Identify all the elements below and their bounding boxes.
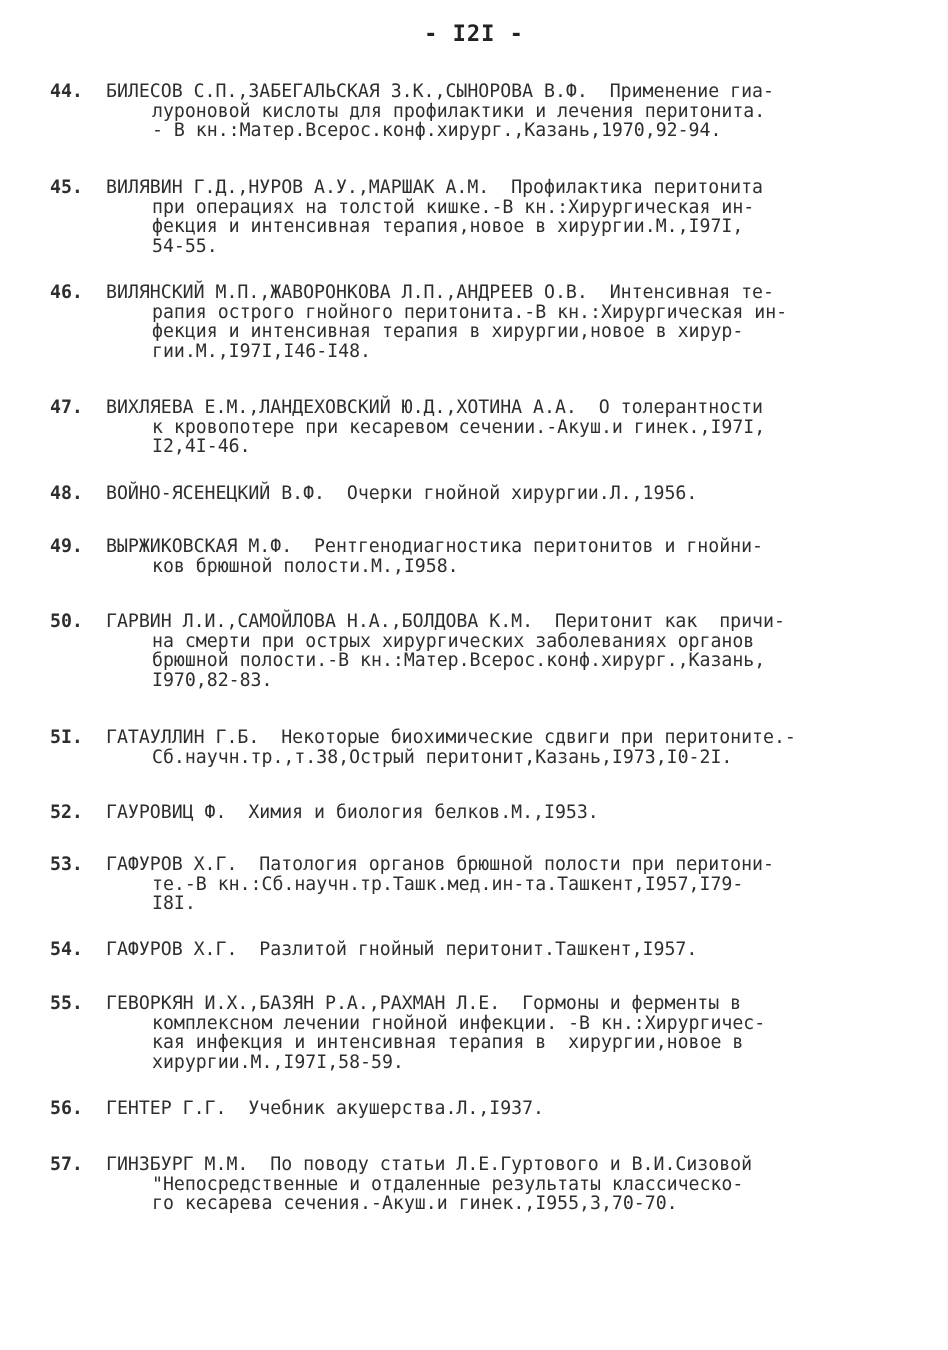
entry-number: 57. [50, 1154, 83, 1175]
bibliography-entry [50, 994, 910, 1072]
entry-number: 45. [50, 177, 83, 198]
entry-first-line [50, 398, 910, 418]
entry-continuation-line: го кесарева сечения.-Акуш.и гинек.,I955,3,70-70. [152, 1193, 678, 1214]
entry-text: ВИЛЯВИН Г.Д.,НУРОВ А.У.,МАРШАК А.М. Профилактика перитонита [106, 177, 763, 198]
entry-first-line [50, 1099, 910, 1119]
page-number: - I2I - [424, 22, 524, 47]
entry-number: 48. [50, 483, 83, 504]
bibliography-entry [50, 1099, 910, 1119]
bibliography-entry [50, 940, 910, 960]
entry-continuation-line: I8I. [152, 893, 196, 914]
entry-continuation-line: брюшной полости.-В кн.:Матер.Всерос.конф.хирург.,Казань, [152, 650, 766, 671]
entry-text: ГАФУРОВ Х.Г. Разлитой гнойный перитонит.Ташкент,I957. [106, 939, 698, 960]
bibliography-entry [50, 398, 910, 457]
entry-first-line [50, 994, 910, 1014]
entry-continuation-line: - В кн.:Матер.Всерос.конф.хирург.,Казань,1970,92-94. [152, 120, 722, 141]
entry-continuation-line: рапия острого гнойного перитонита.-В кн.:Хирургическая ин- [152, 301, 788, 323]
entry-number: 5I. [50, 727, 83, 748]
entry-text: ГАРВИН Л.И.,САМОЙЛОВА Н.А.,БОЛДОВА К.М. Перитонит как причи- [106, 611, 785, 632]
entry-number: 54. [50, 939, 83, 960]
entry-first-line [50, 537, 910, 557]
bibliography-entry [50, 178, 910, 256]
entry-text: ГАФУРОВ Х.Г. Патология органов брюшной полости при перитони- [106, 854, 774, 875]
entry-number: 56. [50, 1098, 83, 1119]
bibliography-entry [50, 537, 910, 576]
bibliography-entry [50, 283, 910, 361]
entry-number: 44. [50, 81, 83, 102]
entry-continuation-line: луроновой кислоты для профилактики и лечения перитонита. [152, 100, 766, 122]
bibliography-entry [50, 82, 910, 141]
entry-number: 55. [50, 993, 83, 1014]
entry-first-line [50, 612, 910, 632]
entry-first-line [50, 940, 910, 960]
entry-first-line [50, 803, 910, 823]
entry-first-line [50, 178, 910, 198]
entry-first-line [50, 728, 910, 748]
entry-number: 47. [50, 397, 83, 418]
entry-continuation-line: те.-В кн.:Сб.научн.тр.Ташк.мед.ин-та.Ташкент,I957,I79- [152, 873, 744, 895]
bibliography-entry [50, 803, 910, 823]
entry-continuation-line: Сб.научн.тр.,т.38,Острый перитонит,Казань,I973,I0-2I. [152, 746, 733, 768]
entry-continuation-line: 54-55. [152, 235, 218, 257]
entry-first-line [50, 1155, 910, 1175]
entry-continuation-line: I970,82-83. [152, 669, 273, 691]
bibliography-entry [50, 855, 910, 914]
bibliography-entry [50, 484, 910, 504]
entry-first-line [50, 855, 910, 875]
entry-continuation-line: гии.М.,I97I,I46-I48. [152, 340, 371, 362]
bibliography-entry [50, 1155, 910, 1214]
entry-continuation-line: на смерти при острых хирургических заболеваниях органов [152, 630, 755, 652]
entry-text: ВИХЛЯЕВА Е.М.,ЛАНДЕХОВСКИЙ Ю.Д.,ХОТИНА А.А. О толерантности [106, 397, 763, 418]
entry-number: 53. [50, 854, 83, 875]
entry-continuation-line: при операциях на толстой кишке.-В кн.:Хирургическая ин- [152, 196, 755, 218]
entry-number: 46. [50, 282, 83, 303]
entry-text: БИЛЕСОВ С.П.,ЗАБЕГАЛЬСКАЯ З.К.,СЫНОРОВА В.Ф. Применение гиа- [106, 81, 774, 102]
entry-number: 50. [50, 611, 83, 632]
entry-first-line [50, 82, 910, 102]
entry-continuation-line: к кровопотере при кесаревом сечении.-Акуш.и гинек.,I97I, [152, 416, 766, 438]
entry-text: ВОЙНО-ЯСЕНЕЦКИЙ В.Ф. Очерки гнойной хирургии.Л.,1956. [106, 483, 698, 504]
entry-first-line [50, 484, 910, 504]
bibliography-entry [50, 728, 910, 767]
entry-continuation-line: комплексном лечении гнойной инфекции. -В кн.:Хирургичес- [152, 1012, 766, 1034]
entry-continuation-line: фекция и интенсивная терапия в хирургии,новое в хирур- [152, 321, 744, 342]
entry-text: ГАТАУЛЛИН Г.Б. Некоторые биохимические сдвиги при перитоните.- [106, 727, 796, 748]
entry-text: ВЫРЖИКОВСКАЯ М.Ф. Рентгенодиагностика перитонитов и гнойни- [106, 536, 763, 557]
entry-continuation-line: ков брюшной полости.М.,I958. [152, 555, 459, 577]
bibliography-entry [50, 612, 910, 690]
entry-continuation-line: хирургии.М.,I97I,58-59. [152, 1051, 404, 1073]
entry-text: ГИНЗБУРГ М.М. По поводу статьи Л.Е.Гуртового и В.И.Сизовой [106, 1154, 753, 1175]
entry-number: 49. [50, 536, 83, 557]
entry-number: 52. [50, 802, 83, 823]
entry-text: ВИЛЯНСКИЙ М.П.,ЖАВОРОНКОВА Л.П.,АНДРЕЕВ О.В. Интенсивная те- [106, 282, 774, 303]
entry-text: ГАУРОВИЦ Ф. Химия и биология белков.М.,I953. [106, 802, 599, 823]
entry-first-line [50, 283, 910, 303]
entry-continuation-line: I2,4I-46. [152, 436, 251, 457]
entry-text: ГЕНТЕР Г.Г. Учебник акушерства.Л.,I937. [106, 1098, 544, 1119]
entry-continuation-line: фекция и интенсивная терапия,новое в хирургии.М.,I97I, [152, 216, 744, 237]
entry-text: ГЕВОРКЯН И.Х.,БАЗЯН Р.А.,РАХМАН Л.Е. Гормоны и ферменты в [106, 993, 742, 1014]
entry-continuation-line: кая инфекция и интенсивная терапия в хирургии,новое в [152, 1032, 744, 1053]
entry-continuation-line: "Непосредственные и отдаленные результаты классическо- [152, 1173, 744, 1195]
